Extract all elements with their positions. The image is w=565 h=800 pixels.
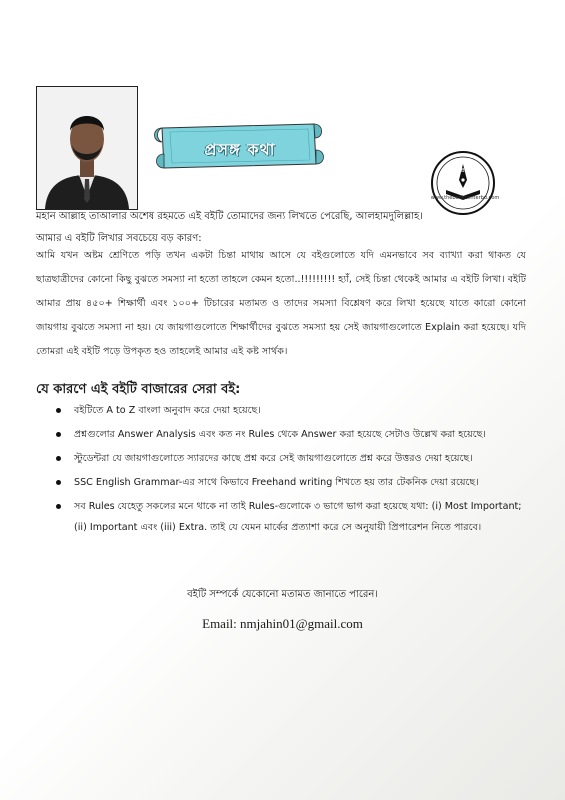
list-item: স্টুডেন্টরা যে জায়গাগুলোতে স্যারদের কাছে প্রশ্ন করে সেই জায়গাগুলোতে প্রশ্ন করে উত্তরও দেয়া হয়েছে। [36,452,526,465]
list-item: বইটিতে A to Z বাংলা অনুবাদ করে দেয়া হয়েছে। [36,404,526,417]
intro-paragraph: আমি যখন অষ্টম শ্রেণিতে পড়ি তখন একটা চিন্তা মাথায় আসে যে বইগুলোতে যদি এমনভাবে সব ব্যাখ্যা করা থাকত যে ছাত্রছাত্রীদের কোনো কিছু বুঝতে সমস্যা না হতো তাহলে কেমন হতো..!!!!!!!!! হ্যাঁ, সেই চিন্তা থেকেই আমার এ বইটি লিখা। বইটি আমার প্রায় ৪৫০+ শিক্ষার্থী এবং ১০০+ টিচারের মতামত ও তাদের সমস্যা বিশ্লেষণ করে লিখা হয়েছে যাতে কারো কোনো জায়গায় বুঝতে সমস্যা না হয়। যে জায়গাগুলোতে শিক্ষার্থীদের বুঝতে সমস্যা হয় সেই জায়গাগুলোতে Explain করা হয়েছে। যদি তোমরা এই বইটি পড়ে উপকৃত হও তাহলেই আমার এই কষ্ট সার্থক। [36,250,526,357]
bullet-icon [56,480,61,485]
bullet-icon [56,408,61,413]
banner-title: প্রসঙ্গ কথা [204,140,276,159]
list-item: সব Rules যেহেতু সকলের মনে থাকে না তাই Rules-গুলোকে ৩ ভাগে ভাগ করা হয়েছে যথা: (i) Most Important; (ii) Important এবং (iii) Extra. তাই যে যেমন মার্কের প্রত্যাশা করে সে অনুযায়ী প্রিপারেশন নিতে পারবে। [36,496,526,538]
publisher-logo-icon [430,150,496,216]
contact-email[interactable]: Email: nmjahin01@gmail.com [202,616,363,631]
feedback-note: বইটি সম্পর্কে যেকোনো মতামত জানাতে পারেন। [187,589,378,600]
feature-list [36,404,526,549]
section-heading: যে কারণে এই বইটি বাজারের সেরা বই: [36,382,241,397]
bullet-icon [56,504,61,509]
logo-monogram: TBC [458,168,468,174]
intro-line: মহান আল্লাহ তাআলার অশেষ রহমতে এই বইটি তোমাদের জন্য লিখতে পেরেছি, আলহামদুলিল্লাহ। [36,211,423,222]
list-item: SSC English Grammar-এর সাথে কিভাবে Freehand writing শিখতে হয় তার টেকনিক দেয়া রয়েছে। [36,476,526,489]
author-photo [36,86,138,210]
bullet-icon [56,456,61,461]
reason-heading: আমার এ বইটি লিখার সবচেয়ে বড় কারণ: [36,233,202,244]
list-item: প্রশ্নগুলোর Answer Analysis এবং কত নং Rules থেকে Answer করা হয়েছে সেটাও উল্লেখ করা হয়েছে। [36,428,526,441]
bullet-icon [56,432,61,437]
author-portrait-image [37,87,137,209]
logo-url: www.thebookcenterbd.com [430,195,500,201]
